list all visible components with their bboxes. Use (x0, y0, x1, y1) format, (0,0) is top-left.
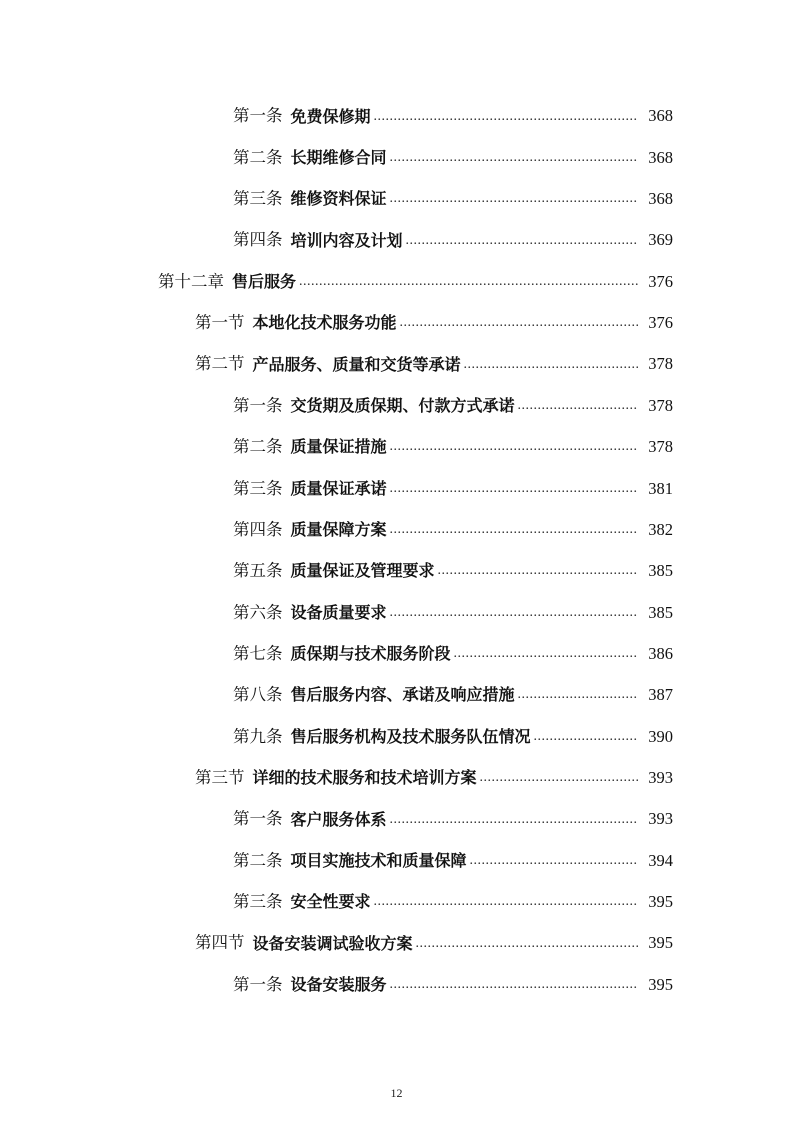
toc-entry-page: 393 (648, 809, 673, 829)
toc-entry-label (233, 191, 387, 208)
toc-entry-number: 第五条 (233, 561, 283, 581)
toc-entry-title: 产品服务、质量和交货等承诺 (252, 354, 461, 374)
toc-entry-label (233, 891, 371, 912)
toc-entry-section[interactable] (0, 758, 793, 799)
toc-entry-label (195, 767, 477, 788)
toc-entry[interactable] (0, 96, 793, 137)
toc-entry-page: 395 (648, 974, 673, 994)
toc-entry-number: 第二条 (233, 850, 283, 870)
toc-entry-title: 维修资料保证 (290, 189, 387, 209)
toc-entry-number: 第四节 (195, 933, 245, 953)
toc-entry-page: 385 (648, 561, 673, 581)
toc-entry-title: 设备安装调试验收方案 (252, 933, 413, 953)
toc-entry-page: 382 (648, 519, 673, 539)
toc-entry-number: 第一条 (233, 974, 283, 994)
dot-leader (454, 646, 638, 662)
toc-entry-title: 免费保修期 (290, 106, 371, 126)
dot-leader (390, 150, 638, 166)
toc-entry-page: 390 (648, 726, 673, 746)
dot-leader (406, 233, 638, 249)
toc-entry-label (233, 478, 387, 498)
toc-entry-label (233, 563, 435, 580)
toc-entry-number: 第一条 (233, 395, 283, 415)
dot-leader (390, 812, 638, 828)
toc-entry[interactable] (0, 385, 793, 426)
toc-entry-page: 369 (648, 230, 673, 250)
toc-entry[interactable] (0, 137, 793, 178)
toc-entry-number: 第一条 (233, 106, 283, 126)
toc-entry-section[interactable] (0, 303, 793, 344)
toc-entry-title: 安全性要求 (290, 892, 371, 912)
dot-leader (534, 729, 638, 745)
toc-entry-title: 质量保证及管理要求 (290, 561, 435, 581)
toc-entry[interactable] (0, 427, 793, 468)
toc-entry-page: 376 (648, 271, 673, 291)
toc-entry-label (233, 602, 387, 622)
dot-leader (390, 977, 638, 993)
toc-entry-number: 第四条 (233, 230, 283, 250)
toc-entry[interactable] (0, 220, 793, 261)
toc-entry-label (233, 519, 387, 540)
toc-entry-title: 客户服务体系 (290, 809, 387, 829)
toc-entry-title: 长期维修合同 (290, 148, 387, 168)
dot-leader (390, 481, 638, 497)
toc-entry-number: 第三节 (195, 767, 245, 787)
toc-entry[interactable] (0, 468, 793, 509)
toc-entry[interactable] (0, 716, 793, 757)
table-of-contents (0, 96, 793, 1006)
toc-entry-number: 第十二章 (158, 271, 224, 291)
dot-leader (299, 274, 638, 290)
toc-entry[interactable] (0, 179, 793, 220)
toc-entry-title: 质保期与技术服务阶段 (290, 644, 451, 664)
toc-entry-page: 368 (648, 147, 673, 167)
dot-leader (390, 522, 638, 538)
toc-entry-page: 393 (648, 767, 673, 787)
toc-entry-label (233, 108, 371, 125)
toc-entry-title: 设备安装服务 (290, 974, 387, 994)
toc-entry-number: 第四条 (233, 519, 283, 539)
dot-leader (400, 315, 638, 331)
toc-entry-title: 质量保障方案 (290, 520, 387, 540)
toc-entry-page: 395 (648, 891, 673, 911)
dot-leader (374, 894, 638, 910)
toc-entry-title: 本地化技术服务功能 (252, 313, 397, 333)
toc-entry-label (195, 356, 461, 373)
toc-entry-title: 培训内容及计划 (290, 230, 403, 250)
toc-entry[interactable] (0, 840, 793, 881)
toc-entry-page: 386 (648, 643, 673, 663)
dot-leader (464, 357, 638, 373)
toc-entry-chapter[interactable] (0, 261, 793, 302)
toc-entry[interactable] (0, 675, 793, 716)
toc-entry-label (195, 315, 397, 332)
toc-entry-number: 第一条 (233, 809, 283, 829)
toc-entry[interactable] (0, 882, 793, 923)
toc-entry-label (233, 850, 467, 870)
toc-entry-section[interactable] (0, 923, 793, 964)
toc-entry-label (233, 395, 515, 416)
toc-entry-title: 质量保证措施 (290, 437, 387, 457)
toc-entry-title: 质量保证承诺 (290, 478, 387, 498)
toc-entry[interactable] (0, 799, 793, 840)
toc-entry-number: 第八条 (233, 685, 283, 705)
toc-entry-label (233, 439, 387, 456)
toc-entry[interactable] (0, 592, 793, 633)
toc-entry-page: 368 (648, 106, 673, 126)
toc-entry-title: 交货期及质保期、付款方式承诺 (290, 396, 515, 416)
toc-entry-page: 395 (648, 933, 673, 953)
toc-entry-title: 售后服务内容、承诺及响应措施 (290, 685, 515, 705)
dot-leader (390, 439, 638, 455)
toc-entry-page: 385 (648, 602, 673, 622)
toc-entry-label (195, 935, 413, 952)
toc-entry[interactable] (0, 551, 793, 592)
toc-entry[interactable] (0, 633, 793, 674)
toc-entry-number: 第二节 (195, 354, 245, 374)
toc-entry-page: 378 (648, 437, 673, 457)
toc-entry[interactable] (0, 964, 793, 1005)
toc-entry-label (233, 687, 515, 704)
toc-entry-label (233, 232, 403, 249)
toc-entry-page: 378 (648, 395, 673, 415)
toc-entry-page: 368 (648, 189, 673, 209)
page-number: 12 (390, 1086, 403, 1100)
toc-entry-label (233, 974, 387, 994)
toc-entry-number: 第七条 (233, 643, 283, 663)
dot-leader (390, 191, 638, 207)
dot-leader (416, 936, 638, 952)
toc-entry-number: 第二条 (233, 147, 283, 167)
toc-entry-page: 381 (648, 478, 673, 498)
toc-entry-number: 第九条 (233, 726, 283, 746)
toc-entry-title: 售后服务机构及技术服务队伍情况 (290, 726, 531, 746)
toc-entry-number: 第一节 (195, 313, 245, 333)
dot-leader (374, 109, 638, 125)
dot-leader (390, 605, 638, 621)
toc-entry-label (233, 726, 531, 746)
toc-entry-title: 设备质量要求 (290, 602, 387, 622)
toc-entry-page: 378 (648, 354, 673, 374)
dot-leader (518, 687, 638, 703)
toc-entry-label (233, 811, 387, 828)
toc-entry-page: 387 (648, 685, 673, 705)
toc-entry-number: 第三条 (233, 189, 283, 209)
toc-entry-section[interactable] (0, 344, 793, 385)
toc-entry-label (233, 643, 451, 664)
toc-entry[interactable] (0, 509, 793, 550)
toc-entry-label (158, 271, 297, 292)
dot-leader (480, 770, 638, 786)
toc-entry-label (233, 147, 387, 168)
toc-entry-number: 第六条 (233, 602, 283, 622)
toc-entry-title: 项目实施技术和质量保障 (290, 850, 467, 870)
toc-entry-page: 394 (648, 850, 673, 870)
toc-entry-number: 第三条 (233, 478, 283, 498)
toc-entry-number: 第三条 (233, 891, 283, 911)
dot-leader (518, 398, 638, 414)
toc-entry-number: 第二条 (233, 437, 283, 457)
dot-leader (438, 563, 638, 579)
toc-entry-title: 售后服务 (232, 272, 297, 292)
toc-entry-title: 详细的技术服务和技术培训方案 (252, 768, 477, 788)
toc-entry-page: 376 (648, 313, 673, 333)
dot-leader (470, 853, 638, 869)
